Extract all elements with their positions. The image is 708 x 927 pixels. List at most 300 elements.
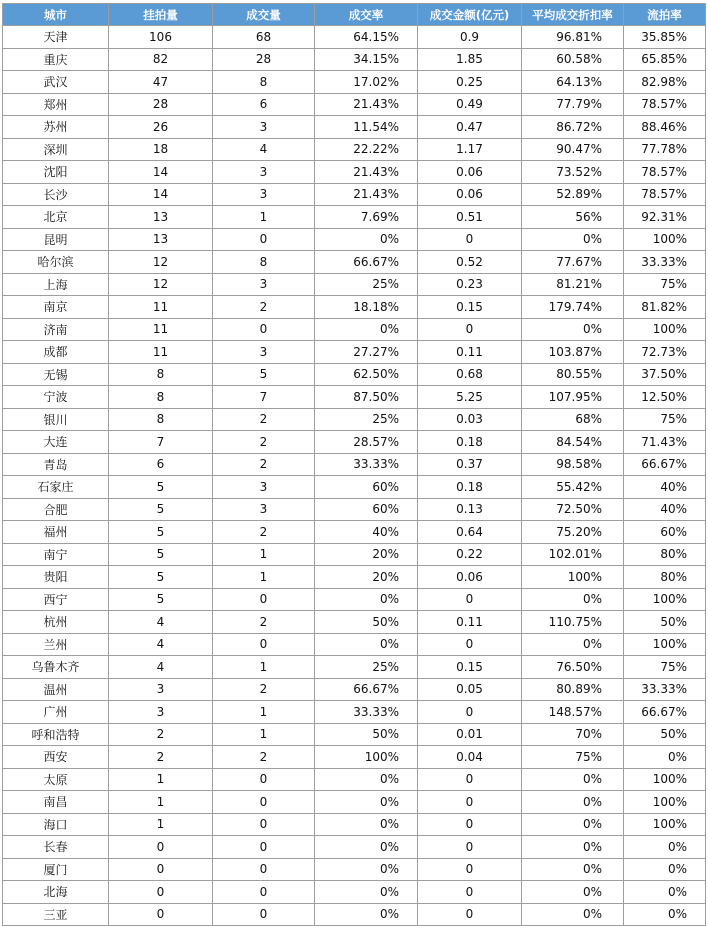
deals-cell[interactable]: 1	[213, 566, 315, 589]
avg-discount-cell[interactable]: 0%	[522, 836, 624, 859]
deals-cell[interactable]: 3	[213, 498, 315, 521]
fail-rate-cell[interactable]: 100%	[624, 318, 706, 341]
listings-cell[interactable]: 5	[109, 476, 213, 499]
fail-rate-cell[interactable]: 100%	[624, 813, 706, 836]
deal-amount-cell[interactable]: 0.15	[418, 296, 522, 319]
fail-rate-cell[interactable]: 100%	[624, 791, 706, 814]
avg-discount-cell[interactable]: 84.54%	[522, 431, 624, 454]
deals-cell[interactable]: 6	[213, 93, 315, 116]
header-listings[interactable]: 挂拍量	[109, 4, 213, 26]
deals-cell[interactable]: 0	[213, 858, 315, 881]
deal-amount-cell[interactable]: 0	[418, 903, 522, 926]
avg-discount-cell[interactable]: 0%	[522, 903, 624, 926]
deals-cell[interactable]: 0	[213, 903, 315, 926]
deals-cell[interactable]: 1	[213, 723, 315, 746]
avg-discount-cell[interactable]: 103.87%	[522, 341, 624, 364]
city-cell[interactable]: 西安	[3, 746, 109, 769]
city-cell[interactable]: 贵阳	[3, 566, 109, 589]
listings-cell[interactable]: 3	[109, 678, 213, 701]
deal-rate-cell[interactable]: 20%	[315, 543, 418, 566]
fail-rate-cell[interactable]: 80%	[624, 543, 706, 566]
deal-amount-cell[interactable]: 0.05	[418, 678, 522, 701]
deal-amount-cell[interactable]: 5.25	[418, 386, 522, 409]
city-cell[interactable]: 石家庄	[3, 476, 109, 499]
table-row	[3, 431, 706, 454]
avg-discount-cell[interactable]: 96.81%	[522, 26, 624, 49]
city-cell[interactable]: 昆明	[3, 228, 109, 251]
avg-discount-cell[interactable]: 75.20%	[522, 521, 624, 544]
fail-rate-cell[interactable]: 77.78%	[624, 138, 706, 161]
fail-rate-cell[interactable]: 80%	[624, 566, 706, 589]
deal-rate-cell[interactable]: 66.67%	[315, 251, 418, 274]
avg-discount-cell[interactable]: 0%	[522, 881, 624, 904]
avg-discount-cell[interactable]: 148.57%	[522, 701, 624, 724]
avg-discount-cell[interactable]: 86.72%	[522, 116, 624, 139]
deal-rate-cell[interactable]: 0%	[315, 228, 418, 251]
fail-rate-cell[interactable]: 0%	[624, 746, 706, 769]
deal-amount-cell[interactable]: 0.11	[418, 341, 522, 364]
deal-amount-cell[interactable]: 0	[418, 858, 522, 881]
listings-cell[interactable]: 47	[109, 71, 213, 94]
avg-discount-cell[interactable]: 76.50%	[522, 656, 624, 679]
deal-rate-cell[interactable]: 25%	[315, 656, 418, 679]
city-cell[interactable]: 宁波	[3, 386, 109, 409]
fail-rate-cell[interactable]: 65.85%	[624, 48, 706, 71]
header-avg-discount[interactable]: 平均成交折扣率	[522, 4, 624, 26]
city-cell[interactable]: 三亚	[3, 903, 109, 926]
fail-rate-cell[interactable]: 78.57%	[624, 93, 706, 116]
listings-cell[interactable]: 5	[109, 521, 213, 544]
deal-rate-cell[interactable]: 33.33%	[315, 453, 418, 476]
deal-amount-cell[interactable]: 0	[418, 588, 522, 611]
deal-rate-cell[interactable]: 87.50%	[315, 386, 418, 409]
deal-amount-cell[interactable]: 0.37	[418, 453, 522, 476]
deal-rate-cell[interactable]: 25%	[315, 273, 418, 296]
listings-cell[interactable]: 1	[109, 791, 213, 814]
city-cell[interactable]: 哈尔滨	[3, 251, 109, 274]
header-deals[interactable]: 成交量	[213, 4, 315, 26]
deals-cell[interactable]: 0	[213, 768, 315, 791]
listings-cell[interactable]: 7	[109, 431, 213, 454]
city-cell[interactable]: 郑州	[3, 93, 109, 116]
deals-cell[interactable]: 0	[213, 813, 315, 836]
avg-discount-cell[interactable]: 179.74%	[522, 296, 624, 319]
deal-amount-cell[interactable]: 0.15	[418, 656, 522, 679]
fail-rate-cell[interactable]: 92.31%	[624, 206, 706, 229]
deal-rate-cell[interactable]: 34.15%	[315, 48, 418, 71]
city-cell[interactable]: 广州	[3, 701, 109, 724]
deal-rate-cell[interactable]: 0%	[315, 881, 418, 904]
deal-amount-cell[interactable]: 0.06	[418, 566, 522, 589]
deal-rate-cell[interactable]: 0%	[315, 768, 418, 791]
city-cell[interactable]: 武汉	[3, 71, 109, 94]
deal-amount-cell[interactable]: 0.52	[418, 251, 522, 274]
table-row	[3, 588, 706, 611]
fail-rate-cell[interactable]: 0%	[624, 858, 706, 881]
table-row	[3, 791, 706, 814]
deal-rate-cell[interactable]: 0%	[315, 588, 418, 611]
table-row	[3, 206, 706, 229]
header-row	[3, 4, 706, 26]
city-cell[interactable]: 西宁	[3, 588, 109, 611]
deals-cell[interactable]: 0	[213, 588, 315, 611]
deal-amount-cell[interactable]: 0	[418, 791, 522, 814]
deals-cell[interactable]: 5	[213, 363, 315, 386]
listings-cell[interactable]: 6	[109, 453, 213, 476]
avg-discount-cell[interactable]: 107.95%	[522, 386, 624, 409]
deals-cell[interactable]: 3	[213, 161, 315, 184]
deal-amount-cell[interactable]: 0	[418, 633, 522, 656]
fail-rate-cell[interactable]: 100%	[624, 228, 706, 251]
listings-cell[interactable]: 5	[109, 566, 213, 589]
listings-cell[interactable]: 18	[109, 138, 213, 161]
listings-cell[interactable]: 0	[109, 858, 213, 881]
deals-cell[interactable]: 2	[213, 746, 315, 769]
deals-cell[interactable]: 3	[213, 183, 315, 206]
avg-discount-cell[interactable]: 64.13%	[522, 71, 624, 94]
avg-discount-cell[interactable]: 75%	[522, 746, 624, 769]
deal-rate-cell[interactable]: 0%	[315, 791, 418, 814]
city-cell[interactable]: 南京	[3, 296, 109, 319]
deals-cell[interactable]: 0	[213, 318, 315, 341]
avg-discount-cell[interactable]: 55.42%	[522, 476, 624, 499]
fail-rate-cell[interactable]: 40%	[624, 498, 706, 521]
fail-rate-cell[interactable]: 78.57%	[624, 183, 706, 206]
fail-rate-cell[interactable]: 75%	[624, 408, 706, 431]
avg-discount-cell[interactable]: 0%	[522, 813, 624, 836]
deal-amount-cell[interactable]: 0.04	[418, 746, 522, 769]
city-cell[interactable]: 杭州	[3, 611, 109, 634]
deal-rate-cell[interactable]: 66.67%	[315, 678, 418, 701]
deals-cell[interactable]: 0	[213, 791, 315, 814]
listings-cell[interactable]: 0	[109, 881, 213, 904]
fail-rate-cell[interactable]: 33.33%	[624, 678, 706, 701]
table-row	[3, 273, 706, 296]
deals-cell[interactable]: 1	[213, 701, 315, 724]
table-row	[3, 183, 706, 206]
listings-cell[interactable]: 12	[109, 251, 213, 274]
city-cell[interactable]: 沈阳	[3, 161, 109, 184]
avg-discount-cell[interactable]: 0%	[522, 858, 624, 881]
deal-amount-cell[interactable]: 0.18	[418, 431, 522, 454]
avg-discount-cell[interactable]: 110.75%	[522, 611, 624, 634]
avg-discount-cell[interactable]: 70%	[522, 723, 624, 746]
deal-rate-cell[interactable]: 33.33%	[315, 701, 418, 724]
city-cell[interactable]: 济南	[3, 318, 109, 341]
avg-discount-cell[interactable]: 0%	[522, 588, 624, 611]
table-row	[3, 296, 706, 319]
deals-cell[interactable]: 8	[213, 71, 315, 94]
deal-rate-cell[interactable]: 0%	[315, 903, 418, 926]
fail-rate-cell[interactable]: 0%	[624, 881, 706, 904]
deal-rate-cell[interactable]: 25%	[315, 408, 418, 431]
deals-cell[interactable]: 3	[213, 116, 315, 139]
table-row	[3, 363, 706, 386]
avg-discount-cell[interactable]: 77.79%	[522, 93, 624, 116]
deals-cell[interactable]: 1	[213, 206, 315, 229]
avg-discount-cell[interactable]: 0%	[522, 318, 624, 341]
listings-cell[interactable]: 11	[109, 318, 213, 341]
deal-amount-cell[interactable]: 0.47	[418, 116, 522, 139]
listings-cell[interactable]: 13	[109, 228, 213, 251]
deal-amount-cell[interactable]: 0.06	[418, 161, 522, 184]
deal-amount-cell[interactable]: 0	[418, 881, 522, 904]
city-cell[interactable]: 苏州	[3, 116, 109, 139]
table-header	[3, 4, 706, 26]
city-cell[interactable]: 福州	[3, 521, 109, 544]
listings-cell[interactable]: 2	[109, 746, 213, 769]
listings-cell[interactable]: 5	[109, 543, 213, 566]
listings-cell[interactable]: 4	[109, 611, 213, 634]
listings-cell[interactable]: 4	[109, 656, 213, 679]
fail-rate-cell[interactable]: 100%	[624, 768, 706, 791]
avg-discount-cell[interactable]: 0%	[522, 633, 624, 656]
city-cell[interactable]: 银川	[3, 408, 109, 431]
city-cell[interactable]: 兰州	[3, 633, 109, 656]
deal-rate-cell[interactable]: 0%	[315, 836, 418, 859]
avg-discount-cell[interactable]: 98.58%	[522, 453, 624, 476]
deal-rate-cell[interactable]: 50%	[315, 611, 418, 634]
fail-rate-cell[interactable]: 100%	[624, 633, 706, 656]
fail-rate-cell[interactable]: 78.57%	[624, 161, 706, 184]
listings-cell[interactable]: 14	[109, 161, 213, 184]
deal-amount-cell[interactable]: 0.13	[418, 498, 522, 521]
deal-rate-cell[interactable]: 64.15%	[315, 26, 418, 49]
fail-rate-cell[interactable]: 33.33%	[624, 251, 706, 274]
header-fail-rate[interactable]: 流拍率	[624, 4, 706, 26]
deal-rate-cell[interactable]: 100%	[315, 746, 418, 769]
table-row	[3, 93, 706, 116]
deal-amount-cell[interactable]: 0.18	[418, 476, 522, 499]
deals-cell[interactable]: 3	[213, 341, 315, 364]
deals-cell[interactable]: 2	[213, 611, 315, 634]
listings-cell[interactable]: 82	[109, 48, 213, 71]
listings-cell[interactable]: 0	[109, 836, 213, 859]
listings-cell[interactable]: 12	[109, 273, 213, 296]
deals-cell[interactable]: 2	[213, 521, 315, 544]
deals-cell[interactable]: 0	[213, 633, 315, 656]
city-cell[interactable]: 长沙	[3, 183, 109, 206]
fail-rate-cell[interactable]: 72.73%	[624, 341, 706, 364]
listings-cell[interactable]: 2	[109, 723, 213, 746]
deal-amount-cell[interactable]: 0.25	[418, 71, 522, 94]
deals-cell[interactable]: 68	[213, 26, 315, 49]
city-cell[interactable]: 合肥	[3, 498, 109, 521]
city-cell[interactable]: 天津	[3, 26, 109, 49]
deals-cell[interactable]: 2	[213, 296, 315, 319]
avg-discount-cell[interactable]: 0%	[522, 768, 624, 791]
fail-rate-cell[interactable]: 88.46%	[624, 116, 706, 139]
deal-rate-cell[interactable]: 11.54%	[315, 116, 418, 139]
fail-rate-cell[interactable]: 82.98%	[624, 71, 706, 94]
city-cell[interactable]: 温州	[3, 678, 109, 701]
fail-rate-cell[interactable]: 100%	[624, 588, 706, 611]
deals-cell[interactable]: 4	[213, 138, 315, 161]
city-cell[interactable]: 大连	[3, 431, 109, 454]
fail-rate-cell[interactable]: 81.82%	[624, 296, 706, 319]
avg-discount-cell[interactable]: 100%	[522, 566, 624, 589]
listings-cell[interactable]: 26	[109, 116, 213, 139]
deal-rate-cell[interactable]: 62.50%	[315, 363, 418, 386]
city-cell[interactable]: 呼和浩特	[3, 723, 109, 746]
deal-amount-cell[interactable]: 0.51	[418, 206, 522, 229]
deal-amount-cell[interactable]: 0	[418, 701, 522, 724]
listings-cell[interactable]: 1	[109, 813, 213, 836]
city-cell[interactable]: 无锡	[3, 363, 109, 386]
deal-amount-cell[interactable]: 1.17	[418, 138, 522, 161]
avg-discount-cell[interactable]: 68%	[522, 408, 624, 431]
listings-cell[interactable]: 5	[109, 588, 213, 611]
deal-rate-cell[interactable]: 22.22%	[315, 138, 418, 161]
city-cell[interactable]: 重庆	[3, 48, 109, 71]
deals-cell[interactable]: 0	[213, 836, 315, 859]
deals-cell[interactable]: 2	[213, 678, 315, 701]
deals-cell[interactable]: 8	[213, 251, 315, 274]
listings-cell[interactable]: 11	[109, 296, 213, 319]
avg-discount-cell[interactable]: 77.67%	[522, 251, 624, 274]
city-cell[interactable]: 北京	[3, 206, 109, 229]
deal-rate-cell[interactable]: 40%	[315, 521, 418, 544]
deals-cell[interactable]: 2	[213, 408, 315, 431]
deal-amount-cell[interactable]: 0	[418, 836, 522, 859]
avg-discount-cell[interactable]: 90.47%	[522, 138, 624, 161]
city-cell[interactable]: 青岛	[3, 453, 109, 476]
avg-discount-cell[interactable]: 102.01%	[522, 543, 624, 566]
deals-cell[interactable]: 3	[213, 273, 315, 296]
fail-rate-cell[interactable]: 71.43%	[624, 431, 706, 454]
listings-cell[interactable]: 14	[109, 183, 213, 206]
header-deal-rate[interactable]: 成交率	[315, 4, 418, 26]
deal-rate-cell[interactable]: 28.57%	[315, 431, 418, 454]
fail-rate-cell[interactable]: 66.67%	[624, 453, 706, 476]
fail-rate-cell[interactable]: 50%	[624, 611, 706, 634]
city-cell[interactable]: 南昌	[3, 791, 109, 814]
city-cell[interactable]: 深圳	[3, 138, 109, 161]
city-cell[interactable]: 上海	[3, 273, 109, 296]
fail-rate-cell[interactable]: 37.50%	[624, 363, 706, 386]
city-cell[interactable]: 太原	[3, 768, 109, 791]
fail-rate-cell[interactable]: 35.85%	[624, 26, 706, 49]
listings-cell[interactable]: 5	[109, 498, 213, 521]
listings-cell[interactable]: 4	[109, 633, 213, 656]
avg-discount-cell[interactable]: 56%	[522, 206, 624, 229]
deals-cell[interactable]: 0	[213, 881, 315, 904]
deal-amount-cell[interactable]: 0.11	[418, 611, 522, 634]
avg-discount-cell[interactable]: 80.89%	[522, 678, 624, 701]
listings-cell[interactable]: 13	[109, 206, 213, 229]
avg-discount-cell[interactable]: 0%	[522, 228, 624, 251]
fail-rate-cell[interactable]: 60%	[624, 521, 706, 544]
fail-rate-cell[interactable]: 12.50%	[624, 386, 706, 409]
listings-cell[interactable]: 8	[109, 363, 213, 386]
fail-rate-cell[interactable]: 75%	[624, 273, 706, 296]
avg-discount-cell[interactable]: 80.55%	[522, 363, 624, 386]
listings-cell[interactable]: 3	[109, 701, 213, 724]
deal-rate-cell[interactable]: 0%	[315, 318, 418, 341]
city-cell[interactable]: 乌鲁木齐	[3, 656, 109, 679]
deal-amount-cell[interactable]: 0	[418, 228, 522, 251]
deal-amount-cell[interactable]: 0.22	[418, 543, 522, 566]
deal-amount-cell[interactable]: 0.64	[418, 521, 522, 544]
deal-amount-cell[interactable]: 1.85	[418, 48, 522, 71]
fail-rate-cell[interactable]: 50%	[624, 723, 706, 746]
deal-amount-cell[interactable]: 0.68	[418, 363, 522, 386]
table-row	[3, 746, 706, 769]
table-row	[3, 611, 706, 634]
deals-cell[interactable]: 1	[213, 656, 315, 679]
deals-cell[interactable]: 2	[213, 431, 315, 454]
listings-cell[interactable]: 8	[109, 386, 213, 409]
fail-rate-cell[interactable]: 75%	[624, 656, 706, 679]
deal-rate-cell[interactable]: 7.69%	[315, 206, 418, 229]
deals-cell[interactable]: 3	[213, 476, 315, 499]
deal-amount-cell[interactable]: 0.01	[418, 723, 522, 746]
avg-discount-cell[interactable]: 0%	[522, 791, 624, 814]
listings-cell[interactable]: 1	[109, 768, 213, 791]
deal-amount-cell[interactable]: 0	[418, 813, 522, 836]
header-city[interactable]: 城市	[3, 4, 109, 26]
deal-amount-cell[interactable]: 0	[418, 768, 522, 791]
deals-cell[interactable]: 0	[213, 228, 315, 251]
listings-cell[interactable]: 11	[109, 341, 213, 364]
city-cell[interactable]: 厦门	[3, 858, 109, 881]
avg-discount-cell[interactable]: 52.89%	[522, 183, 624, 206]
deal-rate-cell[interactable]: 18.18%	[315, 296, 418, 319]
deal-rate-cell[interactable]: 60%	[315, 498, 418, 521]
listings-cell[interactable]: 0	[109, 903, 213, 926]
deal-rate-cell[interactable]: 21.43%	[315, 161, 418, 184]
deal-amount-cell[interactable]: 0.9	[418, 26, 522, 49]
deal-amount-cell[interactable]: 0.23	[418, 273, 522, 296]
fail-rate-cell[interactable]: 66.67%	[624, 701, 706, 724]
deal-amount-cell[interactable]: 0.03	[418, 408, 522, 431]
deal-rate-cell[interactable]: 27.27%	[315, 341, 418, 364]
avg-discount-cell[interactable]: 81.21%	[522, 273, 624, 296]
avg-discount-cell[interactable]: 60.58%	[522, 48, 624, 71]
deal-amount-cell[interactable]: 0.49	[418, 93, 522, 116]
deals-cell[interactable]: 1	[213, 543, 315, 566]
deals-cell[interactable]: 2	[213, 453, 315, 476]
listings-cell[interactable]: 28	[109, 93, 213, 116]
deal-rate-cell[interactable]: 0%	[315, 813, 418, 836]
fail-rate-cell[interactable]: 0%	[624, 836, 706, 859]
deal-amount-cell[interactable]: 0	[418, 318, 522, 341]
city-cell[interactable]: 北海	[3, 881, 109, 904]
deal-rate-cell[interactable]: 20%	[315, 566, 418, 589]
deal-rate-cell[interactable]: 60%	[315, 476, 418, 499]
deals-cell[interactable]: 28	[213, 48, 315, 71]
header-deal-amount[interactable]: 成交金额(亿元)	[418, 4, 522, 26]
city-cell[interactable]: 成都	[3, 341, 109, 364]
deal-rate-cell[interactable]: 17.02%	[315, 71, 418, 94]
deal-rate-cell[interactable]: 21.43%	[315, 93, 418, 116]
avg-discount-cell[interactable]: 72.50%	[522, 498, 624, 521]
city-cell[interactable]: 海口	[3, 813, 109, 836]
city-cell[interactable]: 南宁	[3, 543, 109, 566]
deal-rate-cell[interactable]: 50%	[315, 723, 418, 746]
deal-rate-cell[interactable]: 0%	[315, 858, 418, 881]
deal-rate-cell[interactable]: 21.43%	[315, 183, 418, 206]
deal-amount-cell[interactable]: 0.06	[418, 183, 522, 206]
listings-cell[interactable]: 106	[109, 26, 213, 49]
deal-rate-cell[interactable]: 0%	[315, 633, 418, 656]
fail-rate-cell[interactable]: 0%	[624, 903, 706, 926]
avg-discount-cell[interactable]: 73.52%	[522, 161, 624, 184]
deals-cell[interactable]: 7	[213, 386, 315, 409]
city-cell[interactable]: 长春	[3, 836, 109, 859]
fail-rate-cell[interactable]: 40%	[624, 476, 706, 499]
listings-cell[interactable]: 8	[109, 408, 213, 431]
